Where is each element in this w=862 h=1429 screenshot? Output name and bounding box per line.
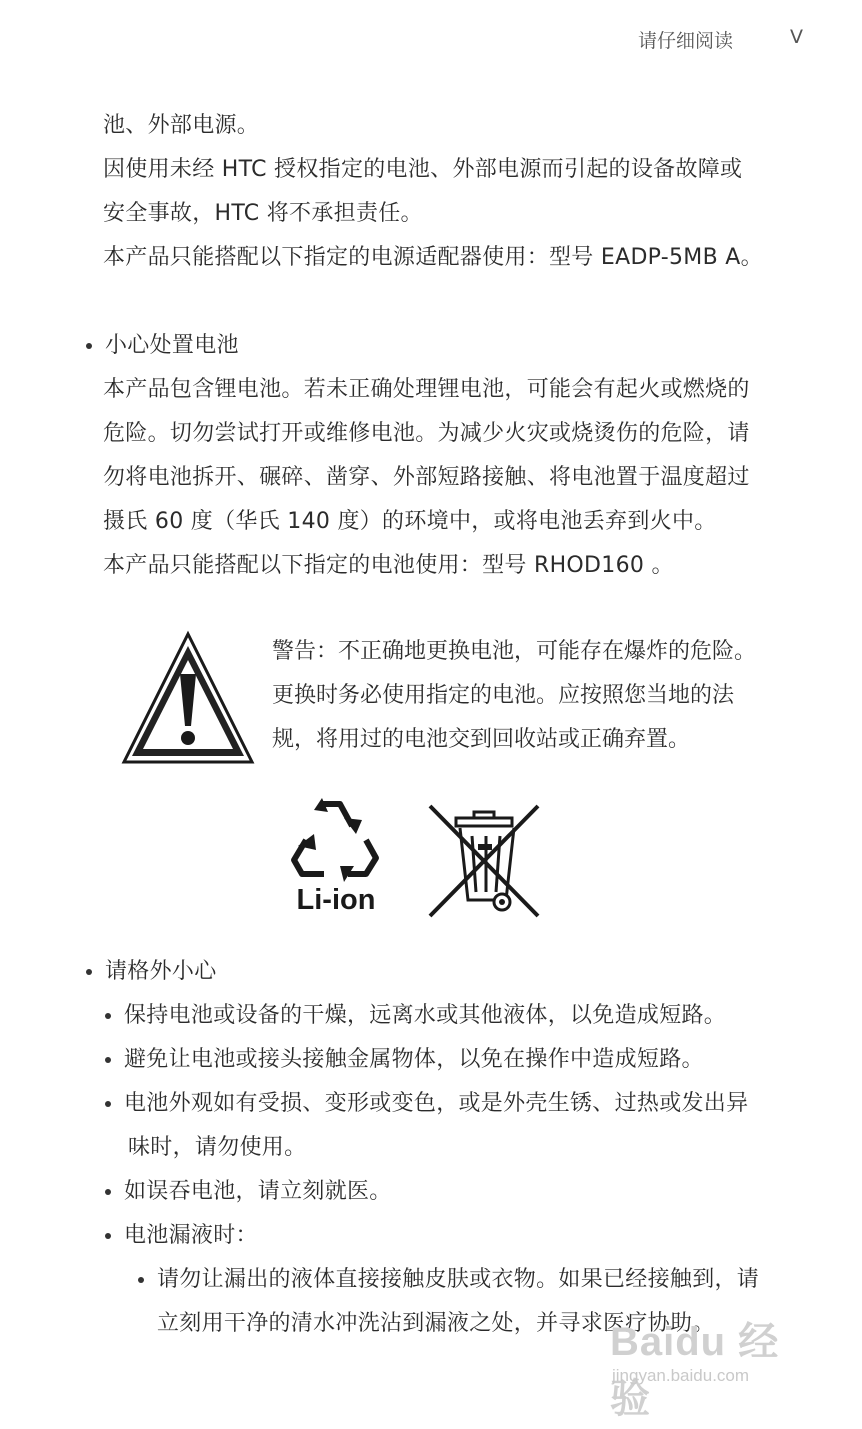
section-heading-battery: 小心处置电池 <box>105 324 239 368</box>
section1-line: 危险。切勿尝试打开或维修电池。为减少火灾或烧烫伤的危险，请 <box>103 421 750 446</box>
watermark-logo: Baidu 经验 <box>610 1320 780 1421</box>
section1-line: 本产品只能搭配以下指定的电池使用：型号 RHOD160 。 <box>103 553 674 578</box>
intro-line: 池、外部电源。 <box>103 113 260 138</box>
page-number: V <box>790 26 803 48</box>
caution-item: 保持电池或设备的干燥，远离水或其他液体，以免造成短路。 <box>124 994 726 1038</box>
section1-line: 摄氏 60 度（华氏 140 度）的环境中，或将电池丢弃到火中。 <box>103 509 717 534</box>
section1-line: 勿将电池拆开、碾碎、凿穿、外部短路接触、将电池置于温度超过 <box>103 465 750 490</box>
leak-subitem-continued: 立刻用干净的清水冲洗沾到漏液之处，并寻求医疗协助。 <box>157 1311 715 1336</box>
warning-text <box>272 630 756 762</box>
caution-item: 如误吞电池，请立刻就医。 <box>124 1170 392 1214</box>
caution-item: 电池漏液时： <box>124 1214 258 1258</box>
section1-line: 本产品包含锂电池。若未正确处理锂电池，可能会有起火或燃烧的 <box>103 377 750 402</box>
intro-line: 安全事故，HTC 将不承担责任。 <box>103 201 423 226</box>
intro-line: 因使用未经 HTC 授权指定的电池、外部电源而引起的设备故障或 <box>103 157 743 182</box>
warning-line: 警告：不正确地更换电池，可能存在爆炸的危险。 <box>272 639 757 664</box>
warning-line: 更换时务必使用指定的电池。应按照您当地的法 <box>272 683 735 708</box>
intro-line: 本产品只能搭配以下指定的电源适配器使用：型号 EADP-5MB A。 <box>103 245 763 270</box>
warning-triangle-icon <box>120 630 256 768</box>
warning-line: 规，将用过的电池交到回收站或正确弃置。 <box>272 727 691 752</box>
watermark-url: jingyan.baidu.com <box>612 1366 750 1385</box>
caution-item-continued: 味时，请勿使用。 <box>128 1135 307 1160</box>
caution-item: 电池外观如有受损、变形或变色，或是外壳生锈、过热或发出异 <box>124 1082 748 1126</box>
page-header <box>0 26 862 56</box>
section-heading-caution: 请格外小心 <box>105 950 217 994</box>
baidu-watermark <box>600 1296 820 1421</box>
leak-subitem: 请勿让漏出的液体直接接触皮肤或衣物。如果已经接触到，请 <box>157 1258 759 1302</box>
crossed-bin-icon <box>426 800 542 920</box>
header-title: 请仔细阅读 <box>638 30 734 52</box>
caution-item: 避免让电池或接头接触金属物体，以免在操作中造成短路。 <box>124 1038 704 1082</box>
li-ion-label: Li-ion <box>296 884 376 916</box>
